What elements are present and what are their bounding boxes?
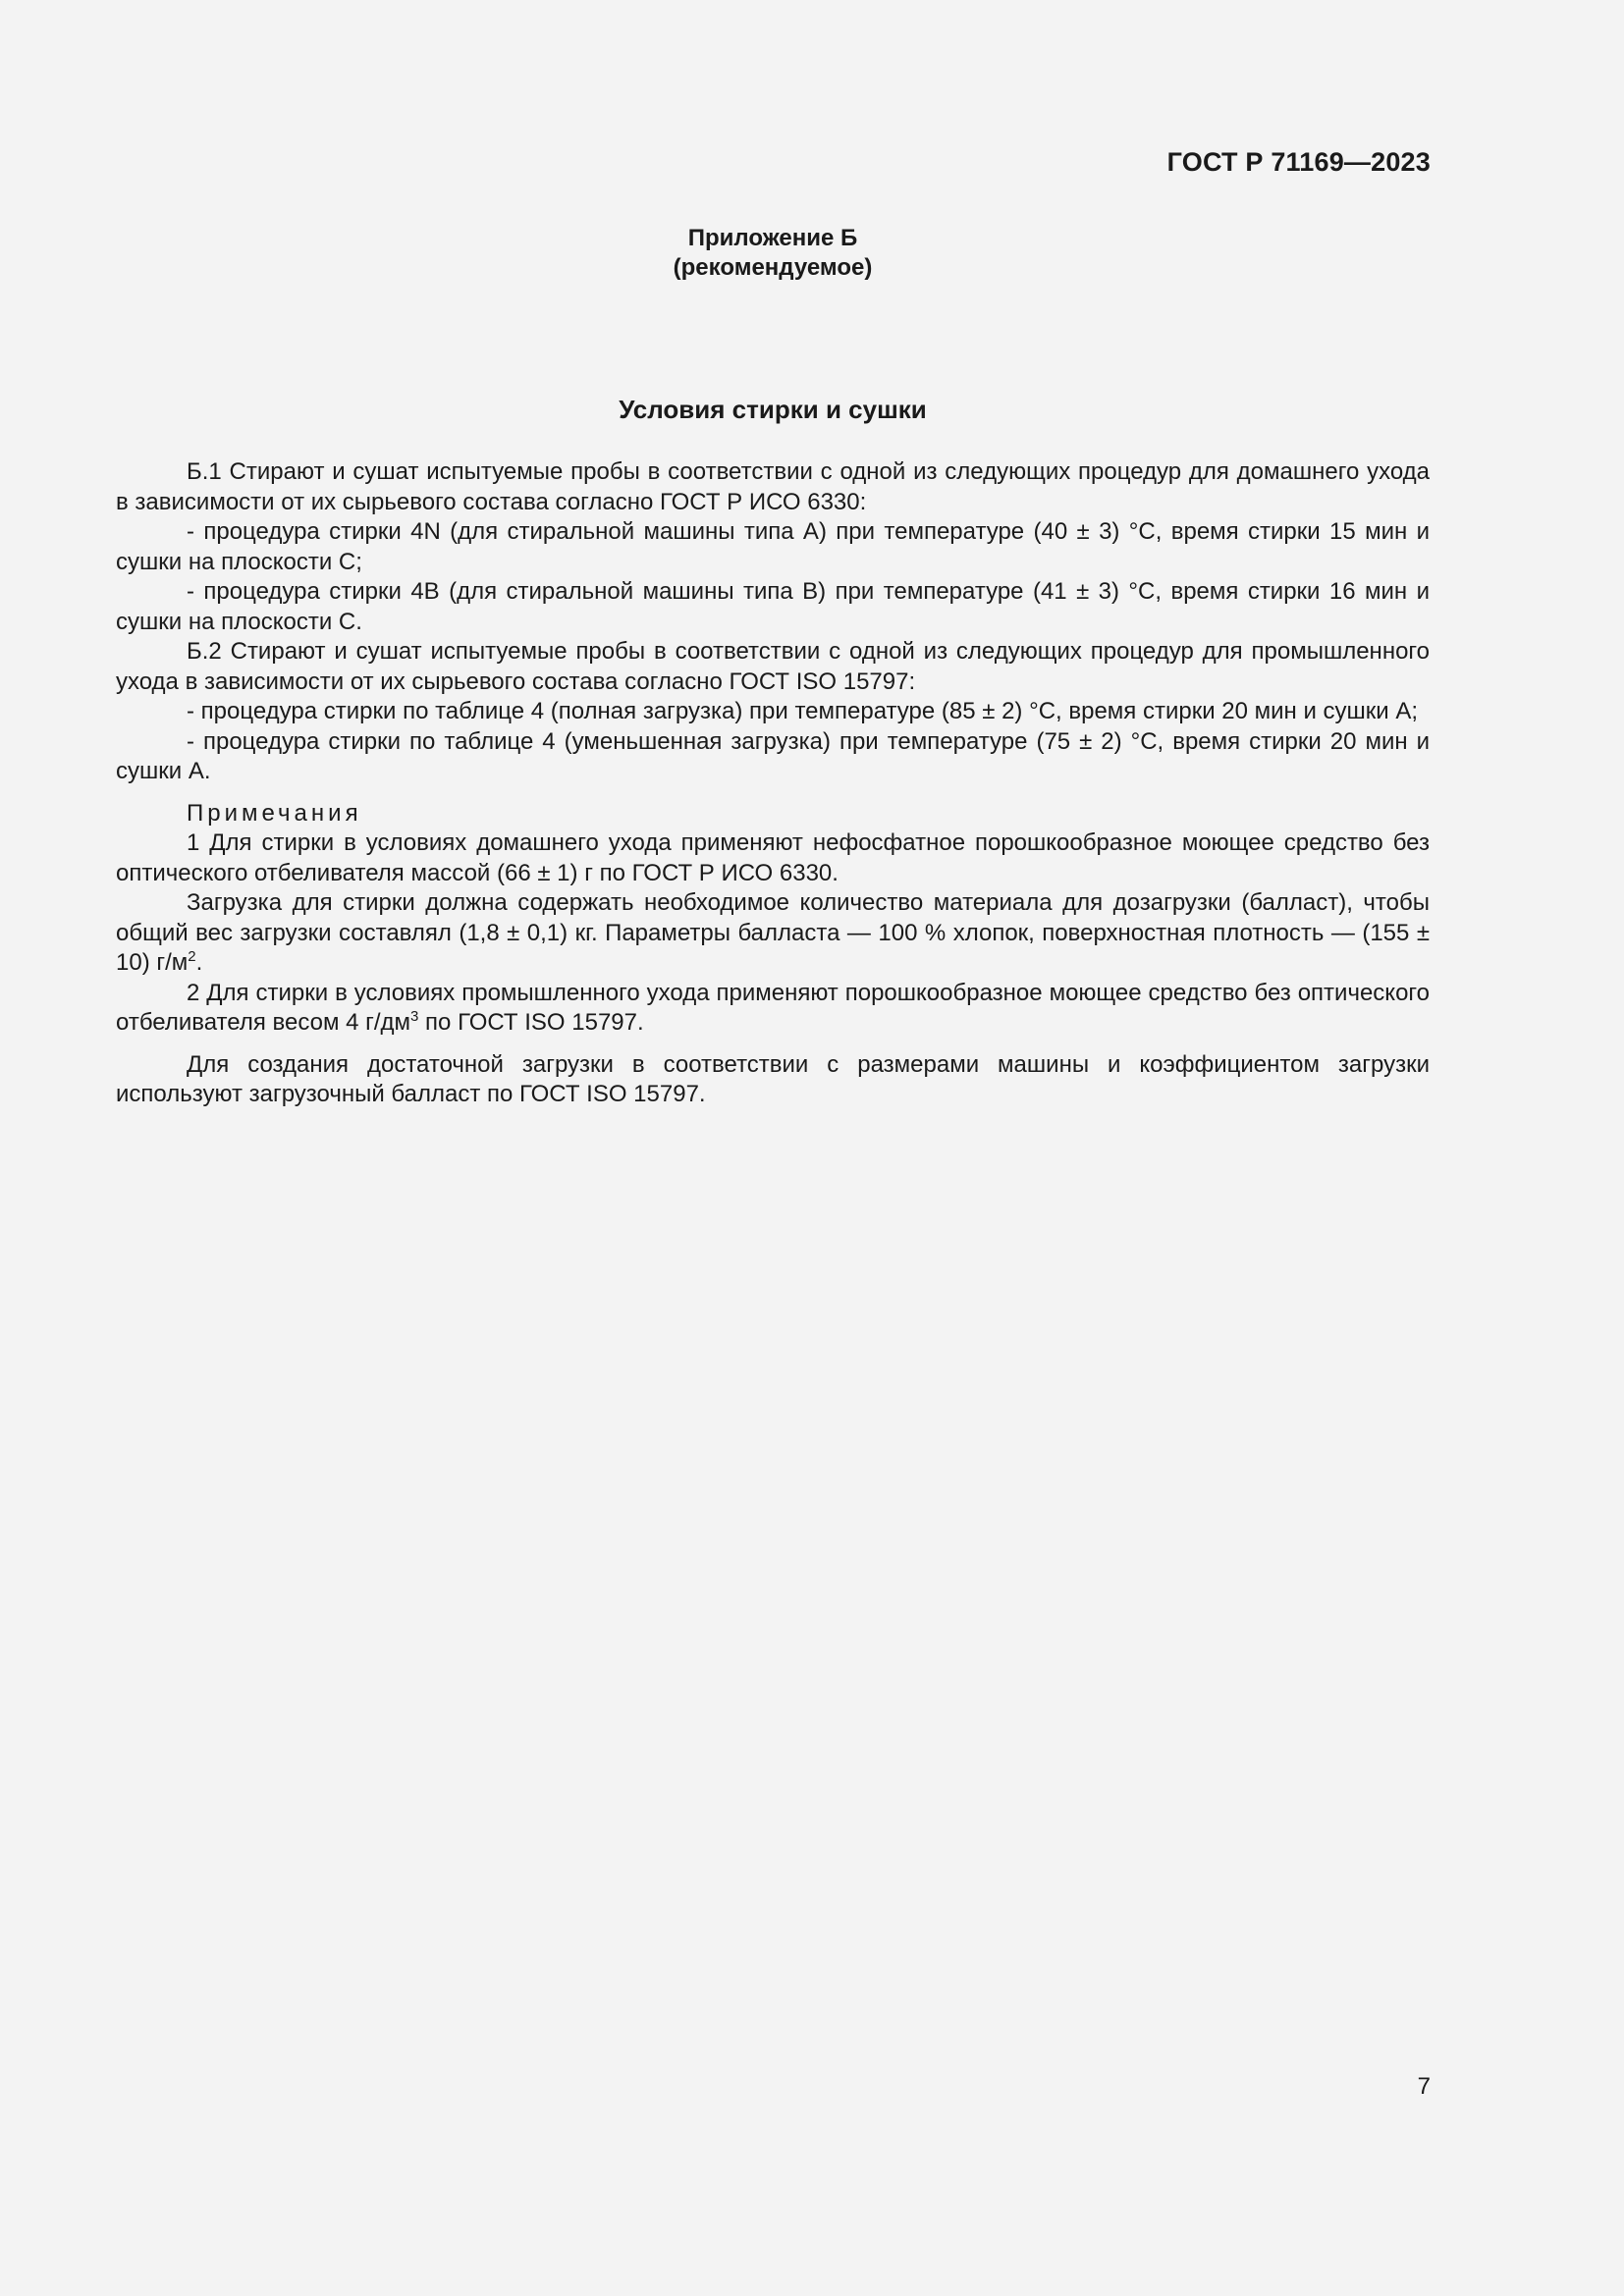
paragraph-b1-intro: Б.1 Стирают и сушат испытуемые пробы в соответствии с одной из следующих процедур для домашнего ухода в зависимости от их сырьевого состава согласно ГОСТ Р ИСО 6330: [116, 458, 1430, 515]
closing-paragraph: Для создания достаточной загрузки в соответствии с размерами машины и коэффициентом загрузки используют загрузочный балласт по ГОСТ ISO 15797. [116, 1050, 1430, 1107]
note-2-text: 2 Для стирки в условиях промышленного ухода применяют порошкообразное моющее средство без оптического отбеливателя весом 4 г/дм [116, 979, 1430, 1036]
notes-heading: Примечания [187, 799, 362, 827]
note-1-cont-text: Загрузка для стирки должна содержать необходимое количество материала для дозагрузки (балласт), чтобы общий вес загрузки составлял (1,8 ± 0,1) кг. Параметры балласта — 100 % хлопок, поверхностная плотность — (155 ± 10) г/м [116, 889, 1430, 976]
note-2-superscript: 3 [410, 1008, 419, 1025]
page-number: 7 [1417, 2073, 1431, 2100]
note-1-cont-end: . [195, 949, 203, 976]
note-1-superscript: 2 [188, 948, 196, 965]
paragraph-b2-item2: - процедура стирки по таблице 4 (уменьшенная загрузка) при температуре (75 ± 2) °С, время стирки 20 мин и сушки А. [116, 727, 1430, 784]
paragraph-b1-item1: - процедура стирки 4N (для стиральной машины типа А) при температуре (40 ± 3) °С, время стирки 15 мин и сушки на плоскости С; [116, 518, 1430, 575]
paragraph-b2-intro: Б.2 Стирают и сушат испытуемые пробы в соответствии с одной из следующих процедур для промышленного ухода в зависимости от их сырьевого состава согласно ГОСТ ISO 15797: [116, 638, 1430, 695]
appendix-title: Приложение Б [687, 225, 858, 251]
note-1: 1 Для стирки в условиях домашнего ухода применяют нефосфатное порошкообразное моющее средство без оптического отбеливателя массой (66 ± 1) г по ГОСТ Р ИСО 6330. [116, 829, 1430, 886]
note-1-continuation [116, 888, 1430, 979]
appendix-status: (рекомендуемое) [673, 254, 873, 281]
paragraph-b2-item1: - процедура стирки по таблице 4 (полная загрузка) при температуре (85 ± 2) °С, время стирки 20 мин и сушки А; [187, 698, 1419, 724]
document-code: ГОСТ Р 71169—2023 [1166, 147, 1431, 177]
section-title: Условия стирки и сушки [619, 395, 927, 424]
note-2-end: по ГОСТ ISO 15797. [418, 1009, 644, 1036]
document-body [116, 457, 1430, 1110]
appendix-heading [0, 224, 1545, 283]
paragraph-b1-item2: - процедура стирки 4В (для стиральной машины типа В) при температуре (41 ± 3) °С, время стирки 16 мин и сушки на плоскости С. [116, 578, 1430, 635]
note-2 [116, 979, 1430, 1039]
